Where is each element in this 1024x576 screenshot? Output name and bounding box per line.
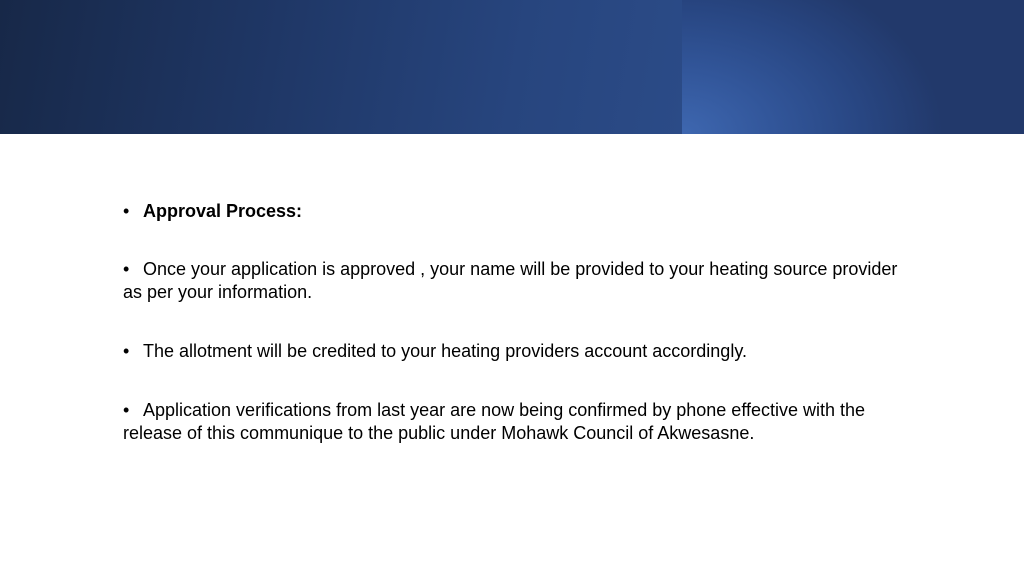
approval-heading (123, 200, 302, 223)
bullet-item-text: The allotment will be credited to your heating providers account accordingly. (143, 341, 747, 361)
header-banner (0, 0, 1024, 134)
bullet: • (123, 259, 130, 279)
heading-text: Approval Process: (143, 201, 303, 221)
header-banner-right (682, 0, 1024, 134)
bullet-item-text: Once your application is approved , your name will be provided to your heating source provider as per your information. (123, 259, 898, 302)
bullet: • (123, 341, 130, 361)
bullet-item-3 (123, 399, 913, 445)
bullet: • (123, 201, 130, 221)
header-banner-left (0, 0, 682, 134)
bullet-item-text: Application verifications from last year are now being confirmed by phone effective with the release of this communique to the public under Mohawk Council of Akwesasne. (123, 400, 866, 443)
bullet-item-1 (123, 258, 913, 304)
bullet: • (123, 400, 130, 420)
bullet-item-2 (123, 340, 913, 363)
